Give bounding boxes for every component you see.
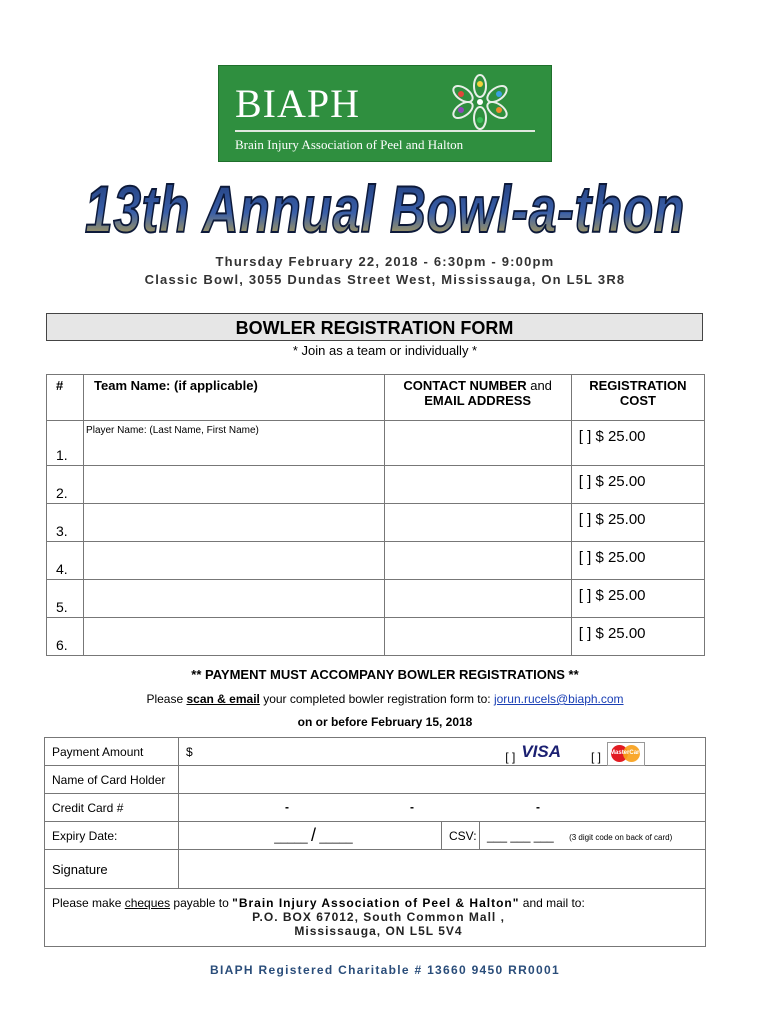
event-title xyxy=(0,168,770,248)
row-number xyxy=(47,542,84,580)
logo-name: BIAPH xyxy=(235,81,361,126)
header-contact xyxy=(384,375,571,421)
table-row xyxy=(47,580,705,618)
expiry-year: _____ xyxy=(319,830,353,844)
mail-line xyxy=(52,896,705,910)
table-row xyxy=(47,542,705,580)
csv-field[interactable] xyxy=(480,822,706,850)
row-number xyxy=(47,504,84,542)
mail-instructions xyxy=(45,889,706,947)
email-pre: Please xyxy=(146,692,187,706)
card-holder-label: Name of Card Holder xyxy=(45,766,179,794)
mastercard-logo xyxy=(607,742,645,766)
mail-mid: payable to xyxy=(170,896,233,910)
expiry-slash: / xyxy=(310,825,316,845)
csv-note: (3 digit code on back of card) xyxy=(569,832,673,842)
credit-card-row xyxy=(45,794,706,822)
contact-cell[interactable] xyxy=(384,542,571,580)
visa-logo: VISA xyxy=(521,742,561,761)
mastercard-text: MasterCard xyxy=(610,750,644,756)
card-options xyxy=(505,742,645,764)
payment-table xyxy=(44,737,706,947)
cost-checkbox[interactable]: [ ] $ 25.00 xyxy=(571,466,704,504)
cost-checkbox[interactable]: [ ] $ 25.00 xyxy=(571,421,704,466)
mail-org: "Brain Injury Association of Peel & Halton" xyxy=(232,896,520,910)
contact-cell[interactable] xyxy=(384,421,571,466)
player-name-cell[interactable] xyxy=(84,466,384,504)
header-contact-number: CONTACT NUMBER xyxy=(403,378,527,393)
deadline: on or before February 15, 2018 xyxy=(297,715,473,729)
mail-address-line1: P.O. BOX 67012, South Common Mall , xyxy=(252,910,505,924)
table-row xyxy=(47,466,705,504)
join-note: * Join as a team or individually * xyxy=(292,343,478,358)
payment-amount-row xyxy=(45,738,706,766)
dollar-sign: $ xyxy=(186,744,193,759)
player-name-cell[interactable] xyxy=(84,421,384,466)
player-name-hint: Player Name: (Last Name, First Name) xyxy=(86,425,259,436)
row-number xyxy=(47,580,84,618)
mail-post: and mail to: xyxy=(519,896,585,910)
flower-icon xyxy=(447,72,513,132)
row-number-text: 1. xyxy=(56,447,68,463)
header-contact-email: EMAIL ADDRESS xyxy=(424,393,532,408)
contact-cell[interactable] xyxy=(384,504,571,542)
table-row xyxy=(47,618,705,656)
expiry-month: _____ xyxy=(274,830,308,844)
player-name-cell[interactable] xyxy=(84,618,384,656)
mastercard-checkbox[interactable]: [ ] xyxy=(591,750,602,764)
header-contact-and: and xyxy=(530,378,552,393)
header-cost xyxy=(571,375,704,421)
expiry-row xyxy=(45,822,706,850)
email-link[interactable]: jorun.rucels@biaph.com xyxy=(493,692,624,706)
card-dash: - xyxy=(410,800,414,814)
contact-cell[interactable] xyxy=(384,618,571,656)
title-text: 13th Annual Bowl-a-thon xyxy=(85,172,685,246)
payment-amount-label: Payment Amount xyxy=(45,738,179,766)
email-instructions xyxy=(0,692,770,706)
expiry-label: Expiry Date: xyxy=(45,822,179,850)
expiry-field[interactable] xyxy=(179,822,442,850)
row-number-text: 4. xyxy=(56,561,68,577)
contact-cell[interactable] xyxy=(384,466,571,504)
event-date: Thursday February 22, 2018 - 6:30pm - 9:00pm xyxy=(215,254,555,269)
mail-cheques: cheques xyxy=(124,896,171,910)
logo-subtitle: Brain Injury Association of Peel and Halton xyxy=(235,137,464,152)
row-number xyxy=(47,421,84,466)
row-number-text: 3. xyxy=(56,523,68,539)
player-name-cell[interactable] xyxy=(84,580,384,618)
signature-field[interactable] xyxy=(179,850,706,889)
title-graphic xyxy=(75,168,695,248)
form-heading: BOWLER REGISTRATION FORM xyxy=(46,313,703,341)
row-number-text: 2. xyxy=(56,485,68,501)
row-number xyxy=(47,466,84,504)
header-cost-line2: COST xyxy=(619,393,656,408)
table-row xyxy=(47,421,705,466)
player-name-cell[interactable] xyxy=(84,504,384,542)
table-row xyxy=(47,504,705,542)
table-header-row xyxy=(47,375,705,421)
csv-blanks: ___ ___ ___ xyxy=(487,828,554,843)
biaph-logo xyxy=(218,65,552,162)
charity-number: BIAPH Registered Charitable # 13660 9450 RR0001 xyxy=(210,963,560,977)
email-mid: your completed bowler registration form to: xyxy=(259,692,494,706)
header-cost-line1: REGISTRATION xyxy=(589,378,687,393)
mail-address-line2: Mississauga, ON L5L 5V4 xyxy=(294,924,463,938)
contact-cell[interactable] xyxy=(384,580,571,618)
signature-label: Signature xyxy=(45,850,179,889)
csv-label: CSV: xyxy=(442,822,480,850)
row-number xyxy=(47,618,84,656)
card-dash: - xyxy=(536,800,540,814)
registration-table xyxy=(46,374,705,656)
cost-checkbox[interactable]: [ ] $ 25.00 xyxy=(571,504,704,542)
row-number-text: 5. xyxy=(56,599,68,615)
mail-row xyxy=(45,889,706,947)
card-holder-row xyxy=(45,766,706,794)
row-number-text: 6. xyxy=(56,637,68,653)
card-holder-field[interactable] xyxy=(179,766,706,794)
payment-note: ** PAYMENT MUST ACCOMPANY BOWLER REGISTRATIONS ** xyxy=(191,667,579,682)
credit-card-field[interactable] xyxy=(179,794,706,822)
card-dash: - xyxy=(285,800,289,814)
header-num: # xyxy=(47,375,84,421)
cost-checkbox[interactable]: [ ] $ 25.00 xyxy=(571,542,704,580)
header-team: Team Name: (if applicable) xyxy=(84,375,384,421)
event-location: Classic Bowl, 3055 Dundas Street West, Mississauga, On L5L 3R8 xyxy=(144,272,626,287)
signature-row xyxy=(45,850,706,889)
email-bold: scan & email xyxy=(186,692,260,706)
cost-checkbox[interactable]: [ ] $ 25.00 xyxy=(571,580,704,618)
payment-amount-field[interactable] xyxy=(179,738,706,766)
mail-pre: Please make xyxy=(52,896,125,910)
player-name-cell[interactable] xyxy=(84,542,384,580)
visa-checkbox[interactable]: [ ] xyxy=(505,750,516,764)
credit-card-label: Credit Card # xyxy=(45,794,179,822)
cost-checkbox[interactable]: [ ] $ 25.00 xyxy=(571,618,704,656)
